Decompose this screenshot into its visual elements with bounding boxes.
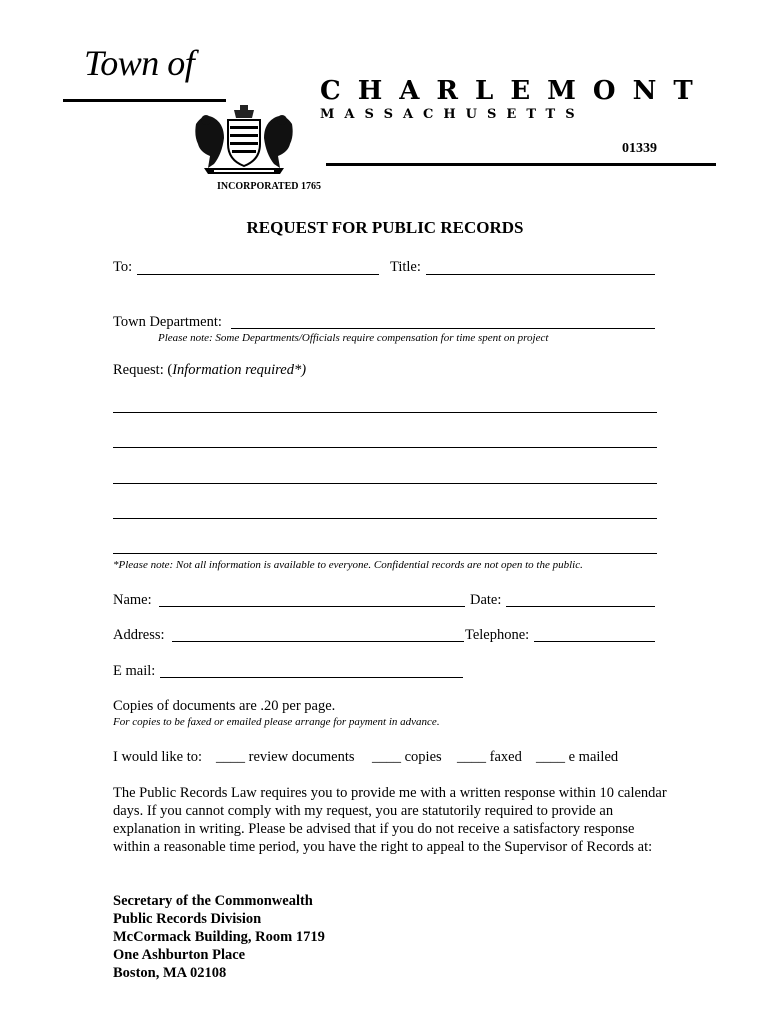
header-rule — [326, 163, 716, 166]
request-label-text: Request: ( — [113, 362, 173, 378]
request-line-5[interactable] — [113, 553, 657, 554]
appeal-address — [113, 892, 325, 982]
copies-text: Copies of documents are .20 per page. — [113, 698, 336, 714]
address-line: Boston, MA 02108 — [113, 965, 227, 981]
address-line: One Ashburton Place — [113, 947, 246, 963]
address-label: Address: — [113, 627, 165, 643]
department-field[interactable] — [231, 328, 655, 329]
town-of-heading: Town of — [84, 43, 195, 83]
address-line: Secretary of the Commonwealth — [113, 893, 313, 909]
email-field[interactable] — [160, 677, 463, 678]
town-of-rule — [63, 99, 226, 102]
option-emailed[interactable]: ____ e mailed — [536, 749, 619, 765]
name-field[interactable] — [159, 606, 465, 607]
name-label: Name: — [113, 592, 152, 608]
zip-code: 01339 — [622, 141, 657, 156]
town-seal-icon — [190, 104, 298, 176]
incorporated-label: INCORPORATED 1765 — [217, 181, 321, 192]
copies-note: For copies to be faxed or emailed please arrange for payment in advance. — [113, 716, 440, 728]
date-label: Date: — [470, 592, 502, 608]
request-line-2[interactable] — [113, 447, 657, 448]
address-line: McCormack Building, Room 1719 — [113, 929, 325, 945]
department-note: Please note: Some Departments/Officials require compensation for time spent on project — [158, 332, 549, 344]
option-review[interactable]: ____ review documents — [216, 749, 355, 765]
state-name: MASSACHUSETTS — [320, 107, 585, 122]
department-label: Town Department: — [113, 314, 222, 330]
town-name: CHARLEMONT — [320, 76, 710, 106]
title-label: Title: — [390, 259, 421, 275]
telephone-field[interactable] — [534, 641, 655, 642]
address-field[interactable] — [172, 641, 464, 642]
form-title: REQUEST FOR PUBLIC RECORDS — [246, 218, 524, 237]
request-line-3[interactable] — [113, 483, 657, 484]
date-field[interactable] — [506, 606, 655, 607]
confidential-note: *Please note: Not all information is available to everyone. Confidential records are not open to the public. — [113, 559, 583, 571]
option-copies[interactable]: ____ copies — [372, 749, 442, 765]
to-field[interactable] — [137, 274, 379, 275]
option-faxed[interactable]: ____ faxed — [457, 749, 522, 765]
law-paragraph: The Public Records Law requires you to provide me with a written response within 10 calendar days. If you cannot comply with my request, you are statutorily required to provide an explanation in writing. Please be advised that if you do not receive a satisfactory response within a reasonable time period, you have the right to appeal to the Supervisor of Records at: — [113, 785, 667, 855]
request-line-1[interactable] — [113, 412, 657, 413]
would-like-label: I would like to: — [113, 749, 203, 765]
telephone-label: Telephone: — [465, 627, 530, 643]
request-info-text: Information required*) — [172, 362, 307, 378]
request-label — [113, 362, 306, 379]
title-field[interactable] — [426, 274, 655, 275]
email-label: E mail: — [113, 663, 156, 679]
request-line-4[interactable] — [113, 518, 657, 519]
address-line: Public Records Division — [113, 911, 262, 927]
to-label: To: — [113, 259, 133, 275]
